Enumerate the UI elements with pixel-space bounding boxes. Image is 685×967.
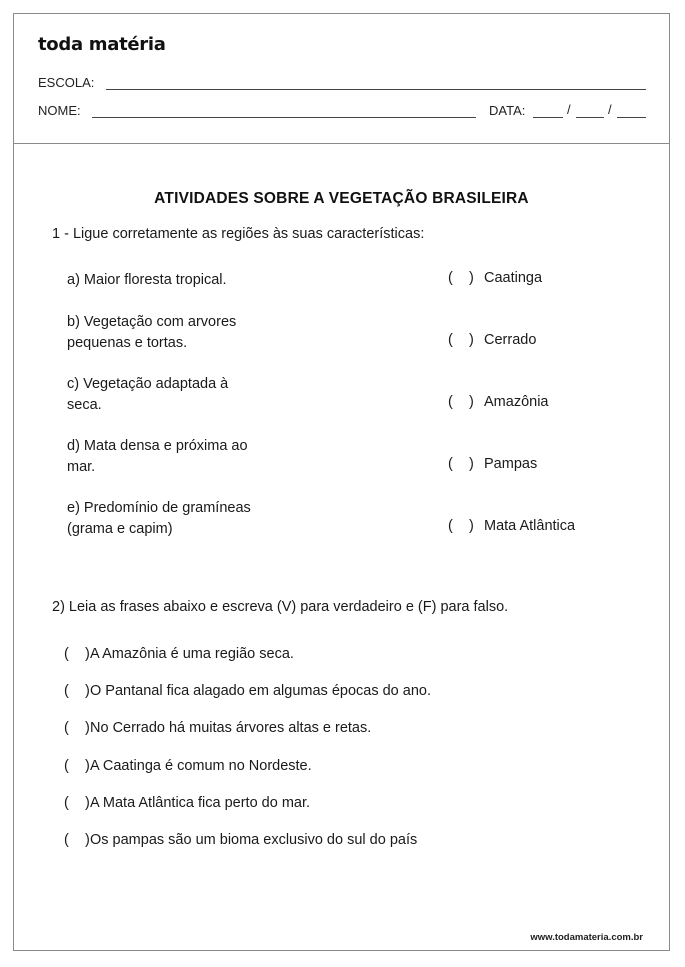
statement-text: Os pampas são um bioma exclusivo do sul do país [90,832,418,848]
match-right-label: Cerrado [484,332,537,348]
date-day-line[interactable] [533,117,563,118]
statement-text: A Amazônia é uma região seca. [90,646,294,662]
true-false-item[interactable] [64,758,312,774]
header-divider [14,143,669,144]
answer-blank[interactable]: ( ) [448,332,474,348]
date-month-line[interactable] [576,117,604,118]
school-label: ESCOLA: [38,75,95,90]
match-left-text: mar. [67,459,96,475]
statement-text: No Cerrado há muitas árvores altas e retas. [90,720,372,736]
answer-blank[interactable]: ( ) [64,683,90,699]
answer-blank[interactable]: ( ) [64,758,90,774]
answer-blank[interactable]: ( ) [448,270,474,286]
match-left-text: d) Mata densa e próxima ao [67,438,248,454]
statement-text: A Mata Atlântica fica perto do mar. [90,795,311,811]
match-left-item [67,312,307,354]
date-separator: / [567,102,571,117]
match-right-label: Amazônia [484,394,549,410]
school-input-line[interactable] [106,89,646,90]
match-right-label: Caatinga [484,270,543,286]
question-2-prompt: 2) Leia as frases abaixo e escreva (V) para verdadeiro e (F) para falso. [52,599,509,615]
match-left-text: (grama e capim) [67,521,173,537]
logo: toda matéria [38,34,166,55]
answer-blank[interactable]: ( ) [64,795,90,811]
match-right-label: Pampas [484,456,538,472]
match-left-text: e) Predomínio de gramíneas [67,500,251,516]
match-left-item [67,374,307,416]
match-right-item[interactable] [448,518,575,534]
answer-blank[interactable]: ( ) [64,720,90,736]
date-year-line[interactable] [617,117,646,118]
match-left-item [67,498,307,540]
true-false-item[interactable] [64,720,371,736]
name-label: NOME: [38,103,81,118]
answer-blank[interactable]: ( ) [448,456,474,472]
true-false-item[interactable] [64,795,310,811]
match-right-item[interactable] [448,332,536,348]
answer-blank[interactable]: ( ) [64,832,90,848]
match-left-text: b) Vegetação com arvores [67,314,237,330]
question-1-prompt: 1 - Ligue corretamente as regiões às suas características: [52,226,425,242]
footer-url[interactable]: www.todamateria.com.br [530,932,643,943]
match-left-item [67,270,307,291]
match-right-item[interactable] [448,394,548,410]
statement-text: O Pantanal fica alagado em algumas épocas do ano. [90,683,431,699]
match-left-text: c) Vegetação adaptada à [67,376,229,392]
answer-blank[interactable]: ( ) [448,518,474,534]
answer-blank[interactable]: ( ) [448,394,474,410]
match-right-item[interactable] [448,270,542,286]
true-false-item[interactable] [64,683,431,699]
answer-blank[interactable]: ( ) [64,646,90,662]
true-false-item[interactable] [64,832,417,848]
match-left-item [67,436,307,478]
page-title: ATIVIDADES SOBRE A VEGETAÇÃO BRASILEIRA [154,190,529,207]
match-right-label: Mata Atlântica [484,518,576,534]
match-left-text: a) Maior floresta tropical. [67,272,227,288]
match-left-text: seca. [67,397,102,413]
date-separator: / [608,102,612,117]
statement-text: A Caatinga é comum no Nordeste. [90,758,312,774]
name-input-line[interactable] [92,117,476,118]
match-right-item[interactable] [448,456,537,472]
match-left-text: pequenas e tortas. [67,335,188,351]
date-label: DATA: [489,103,526,118]
true-false-item[interactable] [64,646,294,662]
worksheet-frame [13,13,670,951]
